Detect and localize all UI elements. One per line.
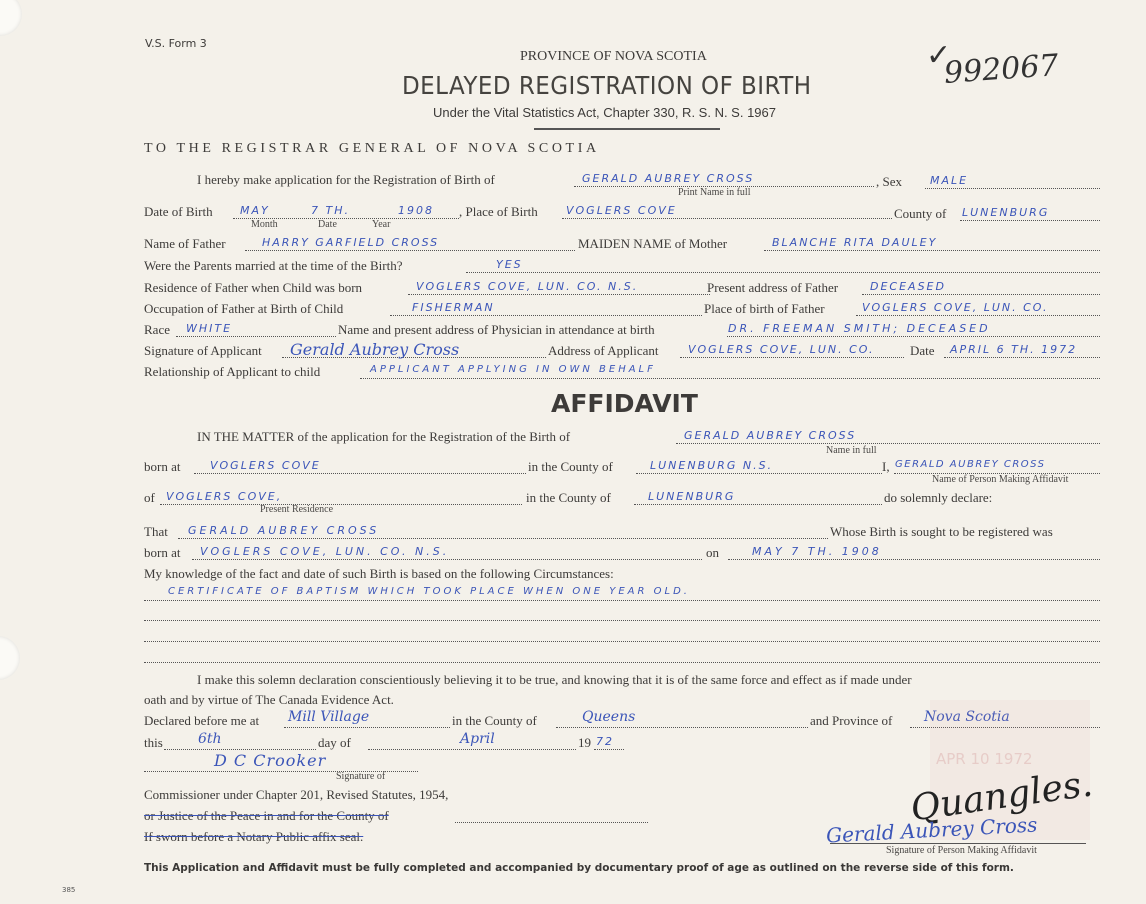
notary-label: If sworn before a Notary Public affix seal. — [144, 829, 364, 844]
year-caption: Year — [372, 219, 391, 230]
name-of-father-label: Name of Father — [144, 236, 226, 251]
that-label: That — [144, 524, 168, 539]
and-province-label: and Province of — [810, 713, 893, 728]
affidavit-residence-value: VOGLERS COVE, — [166, 490, 283, 503]
document-subtitle: Under the Vital Statistics Act, Chapter 330, R. S. N. S. 1967 — [433, 105, 776, 120]
person-making-affidavit-caption: Name of Person Making Affidavit — [932, 474, 1069, 485]
physician-value: DR. FREEMAN SMITH; DECEASED — [728, 322, 991, 335]
application-intro-label: I hereby make application for the Registration of Birth of — [197, 172, 495, 187]
footer-note: This Application and Affidavit must be fully completed and accompanied by documentary proof of age as outlined on the reverse side of this form. — [144, 862, 1014, 874]
application-date-value: APRIL 6 TH. 1972 — [950, 343, 1078, 356]
day-value: 6th — [198, 731, 222, 747]
title-underline — [534, 128, 720, 130]
county-value: LUNENBURG — [962, 206, 1050, 219]
county-of-label: County of — [894, 206, 947, 221]
declaration-line-2: oath and by virtue of The Canada Evidence Act. — [144, 692, 394, 707]
registrar-signature: Quangles. — [908, 763, 1096, 830]
month-caption: Month — [251, 219, 278, 230]
date-caption: Date — [318, 219, 337, 230]
parents-married-value: YES — [496, 258, 523, 271]
birth-date-value: 7 TH. — [311, 204, 350, 217]
addressee-line: TO THE REGISTRAR GENERAL OF NOVA SCOTIA — [144, 141, 600, 156]
date-of-birth-label: Date of Birth — [144, 204, 213, 219]
commissioner-signature: D C Crooker — [214, 751, 327, 770]
affiant-signature-line — [830, 843, 1086, 844]
of-label: of — [144, 490, 155, 505]
present-residence-caption: Present Residence — [260, 504, 334, 515]
declared-before-label: Declared before me at — [144, 713, 260, 728]
i-prefix-label: I, — [882, 459, 890, 474]
father-occupation-value: FISHERMAN — [412, 301, 495, 314]
circumstances-value: CERTIFICATE OF BAPTISM WHICH TOOK PLACE WHEN ONE YEAR OLD. — [168, 586, 690, 597]
blank-line-3 — [144, 662, 1100, 663]
father-birthplace-value: VOGLERS COVE, LUN. CO. — [862, 301, 1049, 314]
check-mark: ✓ — [926, 38, 952, 73]
knowledge-label: My knowledge of the fact and date of such Birth is based on the following Circumstances: — [144, 566, 614, 581]
birth-month-value: MAY — [240, 204, 270, 217]
year-suffix-value: 72 — [596, 735, 614, 748]
parents-married-label: Were the Parents married at the time of the Birth? — [144, 258, 403, 273]
sex-value: MALE — [930, 174, 969, 187]
mother-maiden-name-value: BLANCHE RITA DAULEY — [772, 236, 938, 249]
sex-label: , Sex — [876, 174, 902, 189]
date-label: Date — [910, 343, 935, 358]
relationship-value: APPLICANT APPLYING IN OWN BEHALF — [370, 364, 656, 375]
this-label: this — [144, 735, 163, 750]
justice-of-peace-label: or Justice of the Peace in and for the County of — [144, 808, 389, 823]
physician-label: Name and present address of Physician in attendance at birth — [338, 322, 655, 337]
declared-at-value: Mill Village — [288, 709, 370, 725]
document-title: DELAYED REGISTRATION OF BIRTH — [402, 71, 812, 100]
affidavit-child-name-value: GERALD AUBREY CROSS — [684, 429, 857, 442]
place-birth-father-label: Place of birth of Father — [704, 301, 825, 316]
province-heading: PROVINCE OF NOVA SCOTIA — [520, 49, 707, 64]
father-name-value: HARRY GARFIELD CROSS — [262, 236, 440, 249]
commissioner-label: Commissioner under Chapter 201, Revised Statutes, 1954, — [144, 787, 449, 802]
signature-applicant-label: Signature of Applicant — [144, 343, 262, 358]
affidavit-heading: AFFIDAVIT — [551, 389, 698, 418]
born-at-label: born at — [144, 459, 181, 474]
form-code: V.S. Form 3 — [145, 37, 207, 50]
declared-county-value: Queens — [582, 709, 636, 725]
address-applicant-label: Address of Applicant — [548, 343, 659, 358]
blank-line-1 — [144, 620, 1100, 621]
in-county-label: in the County of — [452, 713, 537, 728]
applicant-signature: Gerald Aubrey Cross — [290, 340, 460, 359]
punch-hole-middle — [0, 636, 20, 680]
year-prefix-label: 19 — [578, 735, 591, 750]
affiant-name-value: GERALD AUBREY CROSS — [895, 459, 1046, 470]
affidavit-residence-county-value: LUNENBURG — [648, 490, 736, 503]
received-stamp-date: APR 10 1972 — [936, 750, 1033, 768]
relationship-label: Relationship of Applicant to child — [144, 364, 321, 379]
affiant-signature: Gerald Aubrey Cross — [825, 812, 1038, 848]
blank-line-2 — [144, 641, 1100, 642]
whose-birth-label: Whose Birth is sought to be registered was — [830, 524, 1053, 539]
affidavit-born-place-value: VOGLERS COVE, LUN. CO. N.S. — [200, 545, 450, 558]
born-at-label-2: born at — [144, 545, 181, 560]
footer-code: 385 — [62, 886, 76, 894]
print-name-caption: Print Name in full — [678, 187, 751, 198]
declaration-line-1: I make this solemn declaration conscientiously believing it to be true, and knowing that it is of the same force and effect as if made under — [197, 672, 912, 687]
solemnly-declare-label: do solemnly declare: — [884, 490, 993, 505]
father-present-address-value: DECEASED — [870, 280, 946, 293]
affidavit-born-at-value: VOGLERS COVE — [210, 459, 321, 472]
day-of-label: day of — [318, 735, 351, 750]
signature-of-caption: Signature of — [336, 771, 386, 782]
affidavit-county-value: LUNENBURG N.S. — [650, 459, 774, 472]
child-name-value: GERALD AUBREY CROSS — [582, 172, 755, 185]
present-address-father-label: Present address of Father — [707, 280, 839, 295]
signature-person-caption: Signature of Person Making Affidavit — [886, 845, 1037, 856]
birth-year-value: 1908 — [398, 204, 434, 217]
name-in-full-caption: Name in full — [826, 445, 877, 456]
place-of-birth-label: , Place of Birth — [459, 204, 538, 219]
province-value: Nova Scotia — [924, 709, 1010, 725]
affidavit-born-on-value: MAY 7 TH. 1908 — [752, 545, 882, 558]
place-of-birth-value: VOGLERS COVE — [566, 204, 677, 217]
month-value: April — [460, 731, 495, 747]
race-label: Race — [144, 322, 170, 337]
in-county-of-label-1: in the County of — [528, 459, 613, 474]
file-number: 992067 — [942, 48, 1060, 91]
on-label: on — [706, 545, 719, 560]
in-the-matter-label: IN THE MATTER of the application for the Registration of the Birth of — [197, 429, 571, 444]
occupation-father-label: Occupation of Father at Birth of Child — [144, 301, 344, 316]
applicant-address-value: VOGLERS COVE, LUN. CO. — [688, 343, 875, 356]
that-name-value: GERALD AUBREY CROSS — [188, 524, 380, 537]
residence-father-label: Residence of Father when Child was born — [144, 280, 363, 295]
race-value: WHITE — [186, 322, 233, 335]
punch-hole-top — [0, 0, 22, 36]
in-county-of-label-2: in the County of — [526, 490, 611, 505]
father-residence-value: VOGLERS COVE, LUN. CO. N.S. — [416, 280, 639, 293]
maiden-name-mother-label: MAIDEN NAME of Mother — [578, 236, 728, 251]
